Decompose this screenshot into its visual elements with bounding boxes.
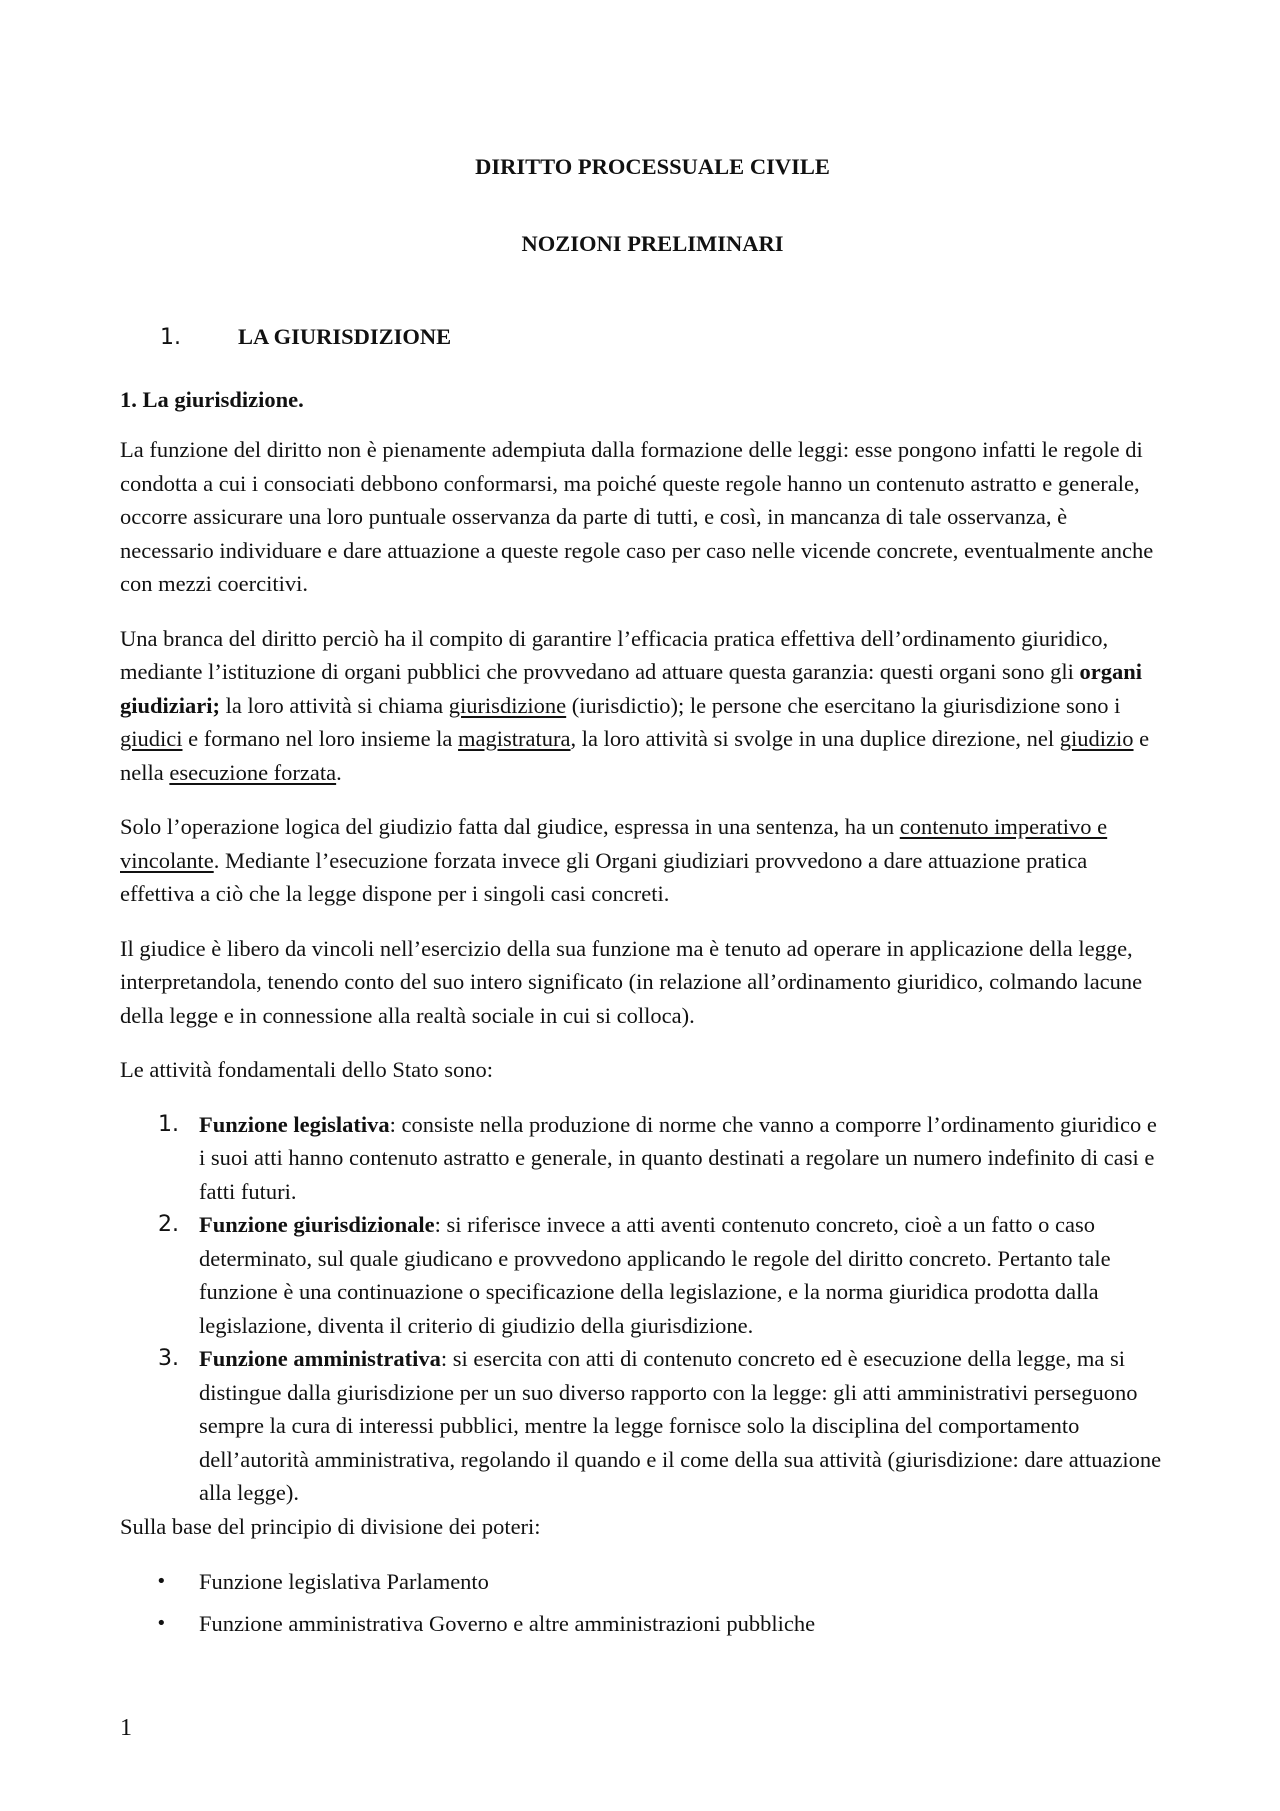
giudizio-term: giudizio bbox=[1059, 726, 1134, 751]
bullet-icon: • bbox=[156, 1571, 167, 1592]
document-subtitle: NOZIONI PRELIMINARI bbox=[521, 231, 784, 256]
list-item bbox=[120, 1342, 1165, 1510]
paragraph-2-text: (iurisdictio); le persone che esercitano la giurisdizione sono i bbox=[566, 692, 1121, 718]
bullet-icon: • bbox=[156, 1612, 167, 1634]
paragraph-6: Sulla base del principio di divisione dei poteri: bbox=[120, 1513, 541, 1539]
contenuto-imperativo-term: contenuto imperativo e vincolante bbox=[120, 814, 1108, 873]
paragraph-2-text: e nella bbox=[120, 726, 1150, 785]
paragraph-3-text: . Mediante l’esecuzione forzata invece gli Organi giudiziari provvedono a dare attuazione pratica effettiva a ciò che la legge dispone per i singoli casi concreti. bbox=[120, 847, 1088, 906]
function-name: Funzione giurisdizionale bbox=[199, 1212, 435, 1237]
paragraph-2-text: , la loro attività si svolge in una duplice direzione, nel bbox=[570, 726, 1060, 751]
chapter-number: 1. bbox=[160, 325, 181, 350]
giurisdizione-term: giurisdizione bbox=[448, 692, 567, 718]
section-heading: 1. La giurisdizione. bbox=[120, 387, 304, 412]
paragraph-2-text: Una branca del diritto perciò ha il compito di garantire l’efficacia pratica effettiva dell’ordinamento giuridico, mediante l’istituzione di organi pubblici che provvedano ad attuare questa garanzia: questi organi sono gli bbox=[120, 625, 1109, 684]
chapter-label: LA GIURISDIZIONE bbox=[238, 324, 452, 349]
function-description: : si esercita con atti di contenuto concreto ed è esecuzione della legge, ma si distingue dalla giurisdizione per un suo diverso rapporto con la legge: gli atti amministrativi perseguono sempre la cura di interessi pubblici, mentre la legge fornisce solo la disciplina del comportamento dell’autorità amministrativa, regolando il quando e il come della sua attività (giurisdizione: dare attuazione alla legge). bbox=[199, 1346, 1162, 1505]
function-name: Funzione legislativa bbox=[199, 1111, 390, 1137]
paragraph-5: Le attività fondamentali dello Stato sono: bbox=[120, 1057, 494, 1082]
magistratura-term: magistratura bbox=[458, 726, 571, 751]
giudici-term: giudici bbox=[120, 726, 183, 751]
document-body bbox=[120, 433, 1165, 1648]
esecuzione-forzata-term: esecuzione forzata bbox=[169, 759, 337, 785]
list-item bbox=[120, 1607, 1165, 1641]
list-number: 3. bbox=[158, 1346, 179, 1371]
paragraph-2-text: la loro attività si chiama bbox=[220, 692, 449, 718]
function-description: : si riferisce invece a atti aventi contenuto concreto, cioè a un fatto o caso determinato, sul quale giudicano e provvedono applicando le regole del diritto concreto. Pertanto tale funzione è una continuazione o specificazione della legislazione, e la norma giuridica prodotta dalla legislazione, diventa il criterio di giudizio della giurisdizione. bbox=[199, 1212, 1111, 1338]
paragraph-1: La funzione del diritto non è pienamente adempiuta dalla formazione delle leggi: esse pongono infatti le regole di condotta a cui i consociati debbono conformarsi, ma poiché queste regole hanno un contenuto astratto e generale, occorre assicurare una loro puntuale osservanza da parte di tutti, e così, in mancanza di tale osservanza, è necessario individuare e dare attuazione a queste regole caso per caso nelle vicende concrete, eventualmente anche con mezzi coercitivi. bbox=[120, 437, 1154, 596]
list-item bbox=[120, 1565, 1165, 1599]
paragraph-2 bbox=[120, 622, 1165, 790]
list-number: 1. bbox=[158, 1111, 179, 1137]
paragraph-3 bbox=[120, 810, 1165, 911]
paragraph-3-text: Solo l’operazione logica del giudizio fatta dal giudice, espressa in una sentenza, ha un bbox=[120, 814, 900, 839]
function-description: : consiste nella produzione di norme che vanno a comporre l’ordinamento giuridico e i suoi atti hanno contenuto astratto e generale, in quanto destinati a regolare un numero indefinito di casi e fatti futuri. bbox=[199, 1111, 1157, 1204]
powers-list bbox=[120, 1565, 1165, 1640]
organi-giudiziari-term: organi giudiziari; bbox=[120, 659, 1143, 718]
paragraph-2-text: e formano nel loro insieme la bbox=[182, 726, 459, 751]
list-item bbox=[120, 1108, 1165, 1209]
paragraph-4: Il giudice è libero da vincoli nell’esercizio della sua funzione ma è tenuto ad operare in applicazione della legge, interpretandola, tenendo conto del suo intero significato (in relazione all’ordinamento giuridico, colmando lacune della legge e in connessione alla realtà sociale in cui si colloca). bbox=[120, 935, 1143, 1028]
list-number: 2. bbox=[158, 1212, 179, 1237]
power-text: Funzione amministrativa Governo e altre amministrazioni pubbliche bbox=[199, 1610, 816, 1636]
chapter-heading bbox=[160, 320, 451, 355]
page-number: 1 bbox=[120, 1715, 132, 1741]
function-name: Funzione amministrativa bbox=[199, 1346, 441, 1371]
document-title: DIRITTO PROCESSUALE CIVILE bbox=[475, 154, 830, 179]
state-functions-list bbox=[120, 1108, 1165, 1510]
paragraph-2-text: . bbox=[336, 759, 342, 785]
power-text: Funzione legislativa Parlamento bbox=[199, 1569, 489, 1594]
list-item bbox=[120, 1208, 1165, 1342]
